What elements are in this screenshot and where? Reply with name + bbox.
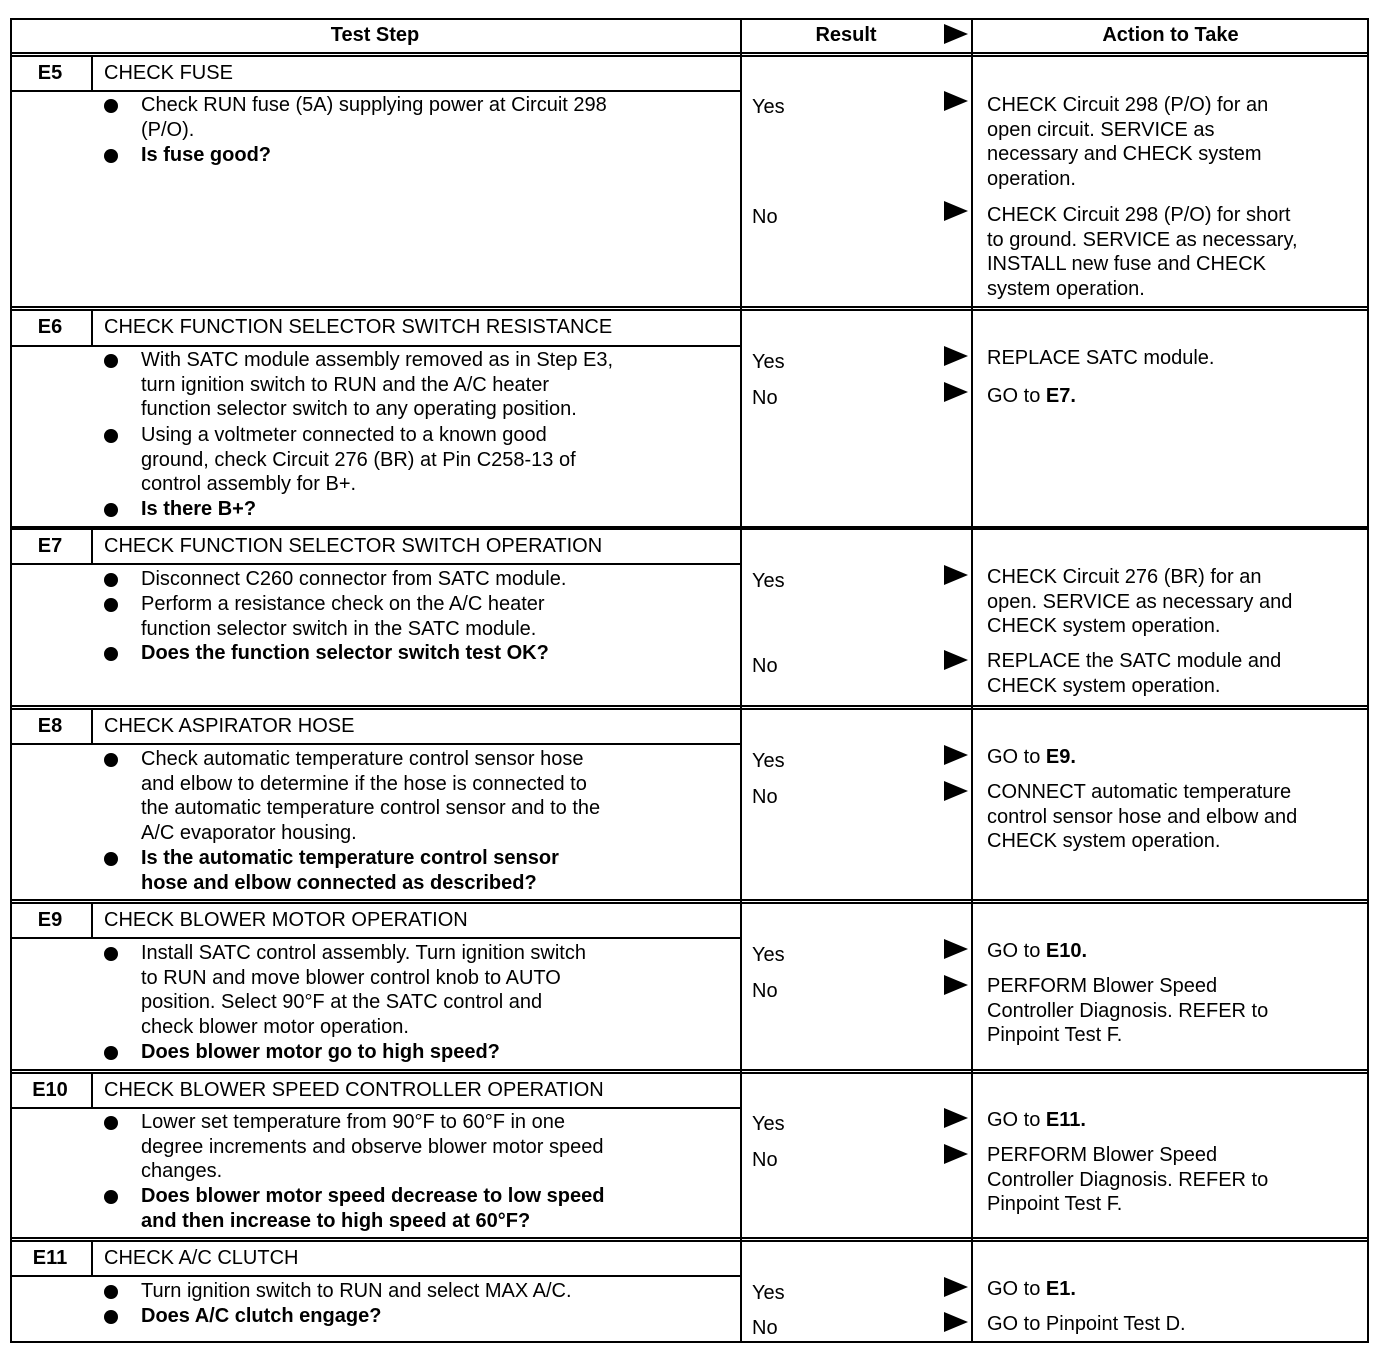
result-arrow-icon [944, 781, 968, 801]
step-instruction-line: (P/O). [141, 118, 195, 141]
result-label: Yes [752, 96, 785, 118]
title-bottom-border [10, 743, 740, 745]
step-id: E7 [37, 535, 63, 557]
row-bottom-border [10, 306, 1369, 308]
step-instruction-line: Turn ignition switch to RUN and select MAX A/C. [141, 1280, 572, 1302]
step-title: CHECK FUNCTION SELECTOR SWITCH RESISTANCE [104, 316, 613, 338]
title-bottom-border [10, 345, 740, 347]
action-line: CHECK system operation. [987, 830, 1221, 853]
step-instruction-line: Does blower motor speed decrease to low speed [141, 1185, 605, 1207]
step-instruction-line: Does A/C clutch engage? [141, 1305, 382, 1327]
step-instruction-line: changes. [141, 1160, 223, 1183]
result-arrow-icon [944, 201, 968, 221]
step-instruction-line: Disconnect C260 connector from SATC module. [141, 568, 567, 590]
result-arrow-icon [944, 91, 968, 111]
bullet-icon [104, 947, 118, 961]
bullet-icon [104, 429, 118, 443]
step-instruction-line: control assembly for B+. [141, 473, 357, 496]
row-bottom-border [10, 1341, 1369, 1343]
step-instruction-line: to RUN and move blower control knob to AUTO [141, 966, 561, 989]
bullet-icon [104, 503, 118, 517]
action-line: PERFORM Blower Speed [987, 1144, 1218, 1166]
result-arrow-icon [944, 565, 968, 585]
title-bottom-border [10, 937, 740, 939]
result-label: Yes [752, 944, 785, 966]
step-id: E6 [37, 316, 63, 338]
header-action: Action to Take [1102, 24, 1239, 46]
step-instruction-line: With SATC module assembly removed as in Step E3, [141, 349, 614, 371]
action-line [987, 1277, 1076, 1302]
action-line: CONNECT automatic temperature [987, 781, 1292, 803]
action-text: GO to [987, 1278, 1046, 1300]
header-bottom-border [10, 52, 1369, 54]
bullet-icon [104, 99, 118, 113]
action-text: GO to [987, 385, 1046, 407]
step-instruction-line: function selector switch in the SATC module. [141, 617, 537, 640]
bullet-icon [104, 852, 118, 866]
step-instruction-line: degree increments and observe blower motor speed [141, 1135, 604, 1158]
row-bottom-border [10, 1069, 1369, 1071]
action-line: PERFORM Blower Speed [987, 975, 1218, 997]
action-line: CHECK system operation. [987, 615, 1221, 638]
bullet-icon [104, 1116, 118, 1130]
column-divider-result [740, 18, 742, 1343]
row-bottom-border [10, 899, 1369, 901]
step-instruction-line: A/C evaporator housing. [141, 821, 357, 844]
step-instruction-line: position. Select 90°F at the SATC control and [141, 991, 543, 1014]
action-line: open. SERVICE as necessary and [987, 590, 1293, 613]
step-instruction-line: Is fuse good? [141, 144, 271, 166]
step-title: CHECK A/C CLUTCH [104, 1247, 299, 1269]
step-instruction-line: Using a voltmeter connected to a known good [141, 424, 547, 446]
bullet-icon [104, 354, 118, 368]
action-step-ref: E1. [1045, 1278, 1076, 1300]
action-line: system operation. [987, 277, 1145, 300]
result-arrow-icon [944, 745, 968, 765]
bullet-icon [104, 1310, 118, 1324]
id-divider [91, 708, 93, 743]
action-line: Controller Diagnosis. REFER to [987, 1168, 1269, 1191]
row-bottom-border [10, 1237, 1369, 1239]
step-title: CHECK BLOWER MOTOR OPERATION [104, 909, 468, 931]
step-instruction-line: Is there B+? [141, 498, 257, 520]
action-line [987, 1108, 1086, 1133]
action-line: Pinpoint Test F. [987, 1193, 1123, 1216]
action-text: GO to [987, 1109, 1046, 1131]
step-instruction-line: hose and elbow connected as described? [141, 871, 537, 894]
result-label: No [752, 655, 778, 677]
action-line [987, 939, 1087, 964]
step-title: CHECK BLOWER SPEED CONTROLLER OPERATION [104, 1079, 604, 1101]
header-arrow-icon [944, 24, 968, 44]
result-label: No [752, 206, 778, 228]
step-id: E10 [32, 1079, 68, 1101]
step-title: CHECK FUSE [104, 62, 233, 84]
table-right-border [1367, 18, 1369, 1343]
result-arrow-icon [944, 1144, 968, 1164]
action-line: INSTALL new fuse and CHECK [987, 253, 1267, 276]
action-line: CHECK system operation. [987, 674, 1221, 697]
column-divider-action [971, 18, 973, 1343]
bullet-icon [104, 1190, 118, 1204]
step-instruction-line: turn ignition switch to RUN and the A/C heater [141, 373, 549, 396]
action-line: CHECK Circuit 276 (BR) for an [987, 566, 1262, 588]
result-arrow-icon [944, 382, 968, 402]
title-bottom-border [10, 1107, 740, 1109]
result-label: Yes [752, 1113, 785, 1135]
id-divider [91, 309, 93, 345]
action-line: REPLACE the SATC module and [987, 650, 1282, 672]
header-result: Result [815, 24, 877, 46]
action-line: Pinpoint Test F. [987, 1024, 1123, 1047]
step-instruction-line: function selector switch to any operating position. [141, 398, 577, 421]
title-bottom-border [10, 563, 740, 565]
step-title: CHECK ASPIRATOR HOSE [104, 715, 355, 737]
step-id: E9 [37, 909, 63, 931]
action-line: operation. [987, 167, 1076, 190]
bullet-icon [104, 573, 118, 587]
id-divider [91, 1240, 93, 1275]
action-text: GO to [987, 940, 1046, 962]
step-instruction-line: Install SATC control assembly. Turn ignition switch [141, 942, 586, 964]
row-bottom-border [10, 705, 1369, 707]
action-line: REPLACE SATC module. [987, 347, 1215, 369]
action-line: GO to Pinpoint Test D. [987, 1313, 1186, 1335]
action-text: GO to [987, 746, 1046, 768]
step-instruction-line: and then increase to high speed at 60°F? [141, 1209, 531, 1232]
bullet-icon [104, 753, 118, 767]
bullet-icon [104, 647, 118, 661]
result-label: Yes [752, 351, 785, 373]
result-label: Yes [752, 570, 785, 592]
result-label: Yes [752, 1282, 785, 1304]
step-instruction-line: Perform a resistance check on the A/C heater [141, 593, 545, 615]
action-line: control sensor hose and elbow and [987, 805, 1298, 828]
action-step-ref: E11. [1045, 1109, 1086, 1131]
action-line [987, 745, 1076, 770]
result-arrow-icon [944, 1312, 968, 1332]
result-label: No [752, 980, 778, 1002]
header-test-step: Test Step [330, 24, 420, 46]
action-line: to ground. SERVICE as necessary, [987, 228, 1298, 251]
action-line [987, 384, 1076, 409]
result-arrow-icon [944, 1277, 968, 1297]
step-id: E8 [37, 715, 63, 737]
result-arrow-icon [944, 975, 968, 995]
result-arrow-icon [944, 346, 968, 366]
step-instruction-line: Check automatic temperature control sensor hose [141, 748, 584, 770]
bullet-icon [104, 1285, 118, 1299]
bullet-icon [104, 1046, 118, 1060]
title-bottom-border [10, 90, 740, 92]
step-instruction-line: ground, check Circuit 276 (BR) at Pin C258-13 of [141, 448, 576, 471]
result-label: No [752, 786, 778, 808]
action-line: CHECK Circuit 298 (P/O) for an [987, 94, 1269, 116]
result-arrow-icon [944, 1108, 968, 1128]
table-left-border [10, 18, 12, 1343]
action-line: open circuit. SERVICE as [987, 118, 1215, 141]
result-label: No [752, 387, 778, 409]
step-id: E11 [32, 1247, 68, 1269]
result-arrow-icon [944, 650, 968, 670]
step-instruction-line: Does blower motor go to high speed? [141, 1041, 500, 1063]
action-line: necessary and CHECK system [987, 143, 1262, 166]
bullet-icon [104, 598, 118, 612]
step-instruction-line: and elbow to determine if the hose is connected to [141, 772, 587, 795]
bullet-icon [104, 149, 118, 163]
result-arrow-icon [944, 939, 968, 959]
action-step-ref: E9. [1045, 746, 1076, 768]
id-divider [91, 528, 93, 563]
result-label: Yes [752, 750, 785, 772]
id-divider [91, 55, 93, 90]
id-divider [91, 1072, 93, 1107]
result-label: No [752, 1317, 778, 1339]
step-instruction-line: Does the function selector switch test OK? [141, 642, 549, 664]
action-step-ref: E10. [1045, 940, 1088, 962]
title-bottom-border [10, 1275, 740, 1277]
step-instruction-line: Is the automatic temperature control sensor [141, 847, 559, 869]
id-divider [91, 902, 93, 937]
step-instruction-line: Lower set temperature from 90°F to 60°F in one [141, 1111, 565, 1133]
result-label: No [752, 1149, 778, 1171]
step-instruction-line: check blower motor operation. [141, 1015, 409, 1038]
table-top-border [10, 18, 1369, 20]
step-title: CHECK FUNCTION SELECTOR SWITCH OPERATION [104, 535, 603, 557]
step-instruction-line: the automatic temperature control sensor and to the [141, 797, 601, 820]
action-step-ref: E7. [1045, 385, 1076, 407]
step-id: E5 [37, 62, 63, 84]
action-line: CHECK Circuit 298 (P/O) for short [987, 204, 1291, 226]
action-line: Controller Diagnosis. REFER to [987, 999, 1269, 1022]
step-instruction-line: Check RUN fuse (5A) supplying power at Circuit 298 [141, 94, 607, 116]
